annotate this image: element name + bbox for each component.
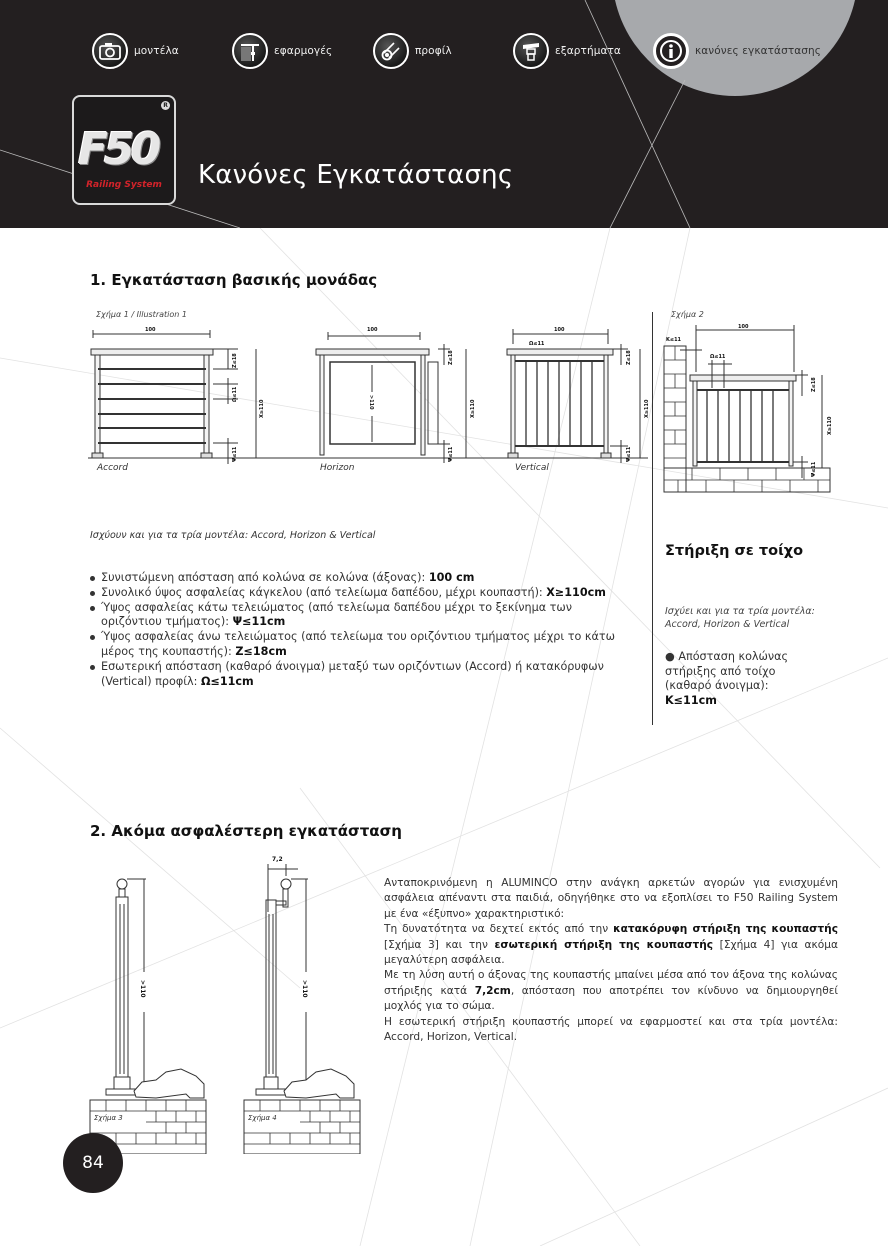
dim-k-wall: K≤11	[666, 337, 682, 343]
nav-item-fittings[interactable]	[513, 30, 621, 72]
dim-x-vertical: X≥110	[644, 399, 650, 418]
nav-label: μοντέλα	[134, 45, 179, 57]
figure-2-wall-drawing	[662, 320, 836, 494]
paragraph: Τη δυνατότητα να δεχτεί εκτός από την κατακόρυφη στήριξη της κουπαστής [Σχήμα 3] και την εσωτερική στήριξη της κουπαστής [Σχήμα 4] για ακόμα μεγαλύτερη ασφάλεια.	[384, 923, 839, 967]
nav-label: κανόνες εγκατάστασης	[695, 45, 822, 57]
dim-x-wall: X≥110	[827, 416, 833, 435]
fitting-part-icon	[513, 33, 549, 69]
dim-width-vertical: 100	[554, 327, 565, 333]
figure-3-caption: Σχήμα 3	[94, 1114, 123, 1122]
paragraph: Με τη λύση αυτή ο άξονας της κουπαστής μπαίνει μέσα από τον άξονα της κολώνας στήριξης κατά 7,2cm, απόσταση που αποτρέπει τον κίνδυνο να δημιουργηθεί μοχλός για το σώμα.	[384, 969, 839, 1013]
paragraph: Η εσωτερική στήριξη κουπαστής μπορεί να εφαρμοστεί και στα τρία μοντέλα: Accord, Horizon, Vertical.	[384, 1015, 838, 1044]
dim-omega-vertical: Ω≤11	[529, 341, 545, 347]
dim-width-wall: 100	[738, 324, 749, 330]
header-banner	[0, 0, 888, 228]
page-number: 84	[63, 1133, 123, 1193]
nav-item-applications[interactable]	[232, 30, 332, 72]
page-title: Κανόνες Εγκατάστασης	[198, 160, 514, 190]
dim-z-vertical: Z≤18	[626, 350, 632, 365]
camera-icon	[92, 33, 128, 69]
models-note: Ισχύουν και για τα τρία μοντέλα: Accord, Horizon & Vertical	[90, 530, 376, 541]
list-item: Ύψος ασφαλείας άνω τελειώματος (από τελείωμα του οριζόντιου τμήματος μέχρι το κάτω μέρος της κουπαστής): Z≤18cm	[90, 630, 635, 660]
top-navigation	[0, 30, 888, 72]
dim-z-wall: Z≤18	[811, 377, 817, 392]
model-label-vertical: Vertical	[515, 463, 549, 473]
profile-tube-icon	[373, 33, 409, 69]
figure-2-caption: Σχήμα 2	[671, 310, 704, 319]
info-icon	[653, 33, 689, 69]
vertical-railing-drawing	[507, 329, 640, 463]
nav-label: προφίλ	[415, 45, 452, 57]
dim-width-accord: 100	[145, 327, 156, 333]
nav-item-installation-rules[interactable]	[653, 30, 821, 72]
installation-rules-list	[90, 571, 635, 689]
nav-label: εφαρμογές	[274, 45, 333, 57]
dim-psi-vertical: Ψ≤11	[626, 446, 632, 462]
paragraph: Ανταποκρινόμενη η ALUMINCO στην ανάγκη αρκετών αγορών για ενισχυμένη ασφάλεια απέναντι στα παιδιά, οδηγήθηκε στο να εξοπλίσει το F50 Railing System με ένα «έξυπνο» χαρακτηριστικό:	[384, 877, 838, 920]
dim-width-horizon: 100	[367, 327, 378, 333]
f50-logo	[72, 95, 176, 205]
wall-support-rule: ● Απόσταση κολώνας στήριξης από τοίχο (καθαρό άνοιγμα): K≤11cm	[665, 650, 789, 707]
fig4-offset-label: 7,2	[272, 856, 283, 863]
dim-omega-accord: Ω≤11	[232, 386, 238, 402]
column-divider	[652, 312, 653, 725]
figure-1-drawings	[88, 322, 650, 470]
fig4-height-label: >110	[301, 980, 308, 998]
nav-item-models[interactable]	[92, 30, 179, 72]
horizon-railing-drawing	[316, 332, 466, 463]
dim-psi-horizon: Ψ≤11	[448, 446, 454, 462]
list-item: Ύψος ασφαλείας κάτω τελειώματος (από τελείωμα δαπέδου μέχρι το ξεκίνημα των οριζόντιου τμήματος): Ψ≤11cm	[90, 601, 635, 631]
section-1-title: 1. Εγκατάσταση βασικής μονάδας	[90, 271, 378, 289]
model-label-accord: Accord	[97, 463, 128, 473]
dim-z-accord: Z≤18	[232, 353, 238, 368]
dim-inner-horizon: >110	[368, 395, 374, 410]
wall-support-note: Ισχύει και για τα τρία μοντέλα: Accord, Horizon & Vertical	[665, 606, 815, 630]
dim-psi-wall: Ψ≤11	[811, 461, 817, 477]
figure-3-4-drawings	[86, 852, 376, 1154]
figure-4-internal-support	[244, 864, 360, 1154]
fig3-height-label: >110	[139, 980, 146, 998]
wall-support-title: Στήριξη σε τοίχο	[665, 543, 804, 559]
nav-item-profiles[interactable]	[373, 30, 452, 72]
registered-mark: R	[161, 101, 170, 110]
dim-z-horizon: Z≤18	[448, 350, 454, 365]
dim-omega-wall: Ω≤11	[710, 354, 726, 360]
dim-x-horizon: X≥110	[470, 399, 476, 418]
section-2-body	[384, 876, 838, 1045]
list-item: Συνιστώμενη απόσταση από κολώνα σε κολώνα (άξονας): 100 cm	[90, 571, 635, 586]
logo-mark: F50	[78, 124, 158, 175]
dim-x-accord: X≥110	[259, 399, 265, 418]
figure-4-caption: Σχήμα 4	[248, 1114, 277, 1122]
nav-label: εξαρτήματα	[555, 45, 621, 57]
figure-1-caption: Σχήμα 1 / Illustration 1	[96, 310, 187, 319]
list-item: Εσωτερική απόσταση (καθαρό άνοιγμα) μεταξύ των οριζόντιων (Accord) ή κατακόρυφων (Vertical) προφίλ: Ω≤11cm	[90, 660, 635, 690]
list-item: Συνολικό ύψος ασφαλείας κάγκελου (από τελείωμα δαπέδου, μέχρι κουπαστή): X≥110cm	[90, 586, 635, 601]
logo-subtitle: Railing System	[86, 180, 162, 190]
figure-3-vertical-support	[90, 879, 206, 1154]
railing-application-icon	[232, 33, 268, 69]
dim-psi-accord: Ψ≤11	[232, 446, 238, 462]
model-label-horizon: Horizon	[320, 463, 355, 473]
section-2-title: 2. Ακόμα ασφαλέστερη εγκατάσταση	[90, 822, 402, 840]
